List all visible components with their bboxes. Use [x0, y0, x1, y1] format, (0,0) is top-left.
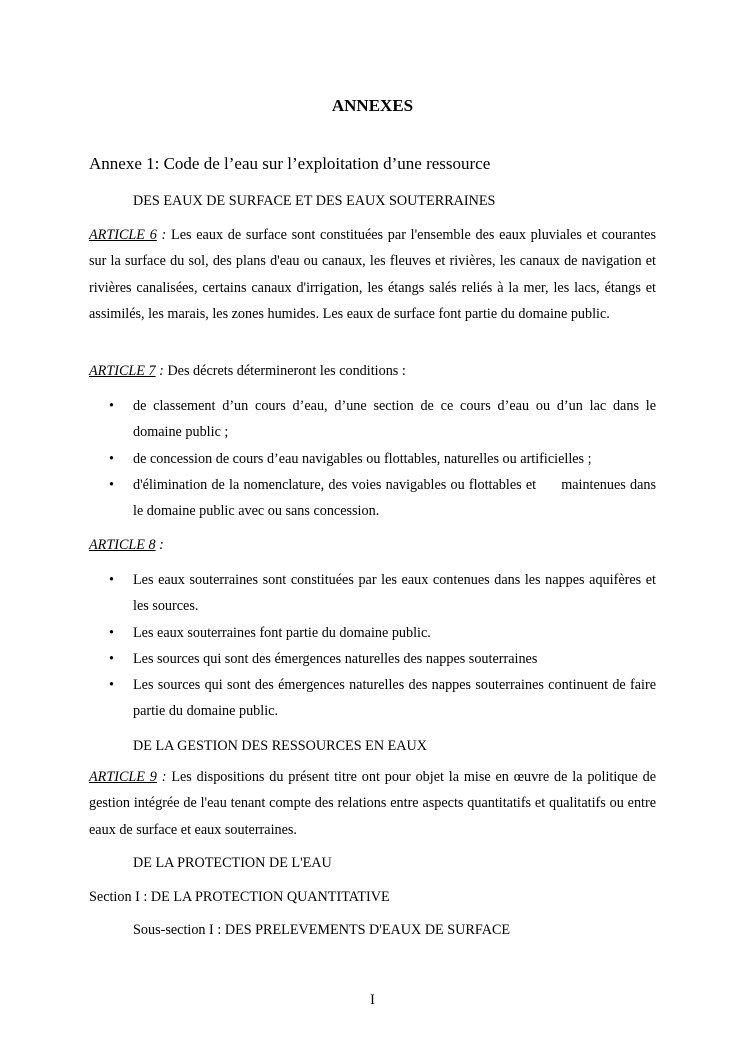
bullet-icon: • — [109, 450, 114, 467]
article-7-text: Des décrets détermineront les conditions : — [167, 363, 406, 379]
subheading-water-protection: DE LA PROTECTION DE L'EAU — [133, 855, 332, 871]
article-6-text: Les eaux de surface sont constituées par l'ensemble des eaux pluviales et courantes sur la surface du sol, des plans d'eau ou canaux, les fleuves et rivières, les canaux de navigation et rivières canalisées, certains canaux d'irrigation, les étangs salés reliés à la mer, les lacs, étangs et assimilés, les marais, les zones humides. Les eaux de surface font partie du domaine public. — [89, 227, 656, 322]
list-item: • Les eaux souterraines font partie du domaine public. — [89, 620, 656, 646]
list-item: • Les eaux souterraines sont constituées par les eaux contenues dans les nappes aquifères et les sources. — [89, 567, 656, 620]
bullet-icon: • — [109, 572, 114, 588]
bullet-icon: • — [109, 398, 114, 414]
annex-heading: Annexe 1: Code de l’eau sur l’exploitation d’une ressource — [89, 154, 491, 173]
page-number: I — [370, 992, 375, 1008]
list-item: • d'élimination de la nomenclature, des voies navigables ou flottables et maintenues dans le domaine public avec ou sans concession. — [89, 472, 656, 525]
article-8-list — [89, 567, 656, 725]
subheading-water-resources-management: DE LA GESTION DES RESSOURCES EN EAUX — [133, 738, 428, 754]
article-8-paragraph: ARTICLE 8 : — [89, 537, 164, 553]
article-6-label: ARTICLE 6 — [89, 227, 157, 243]
bullet-icon: • — [109, 624, 114, 641]
article-6-paragraph: ARTICLE 6 : Les eaux de surface sont constituées par l'ensemble des eaux pluviales et courantes sur la surface du sol, des plans d'eau ou canaux, les fleuves et rivières, les canaux de navigation et rivières canalisées, certains canaux d'irrigation, les étangs salés reliés à la mer, les lacs, étangs et assimilés, les marais, les zones humides. Les eaux de surface font partie du domaine public. — [89, 227, 656, 322]
list-item: • Les sources qui sont des émergences naturelles des nappes souterraines — [89, 646, 656, 672]
article-8-label: ARTICLE 8 — [89, 537, 156, 553]
bullet-icon: • — [109, 650, 114, 667]
section-heading: Section I : DE LA PROTECTION QUANTITATIVE — [89, 889, 390, 905]
page-title: ANNEXES — [331, 96, 414, 115]
article-9-paragraph: ARTICLE 9 : Les dispositions du présent titre ont pour objet la mise en œuvre de la politique de gestion intégrée de l'eau tenant compte des relations entre aspects quantitatifs et qualitatifs ou entre eaux de surface et eaux souterraines. — [89, 769, 656, 838]
subsection-heading: Sous-section I : DES PRELEVEMENTS D'EAUX DE SURFACE — [133, 922, 511, 938]
list-item: • Les sources qui sont des émergences naturelles des nappes souterraines continuent de faire partie du domaine public. — [89, 672, 656, 725]
bullet-icon: • — [109, 476, 114, 493]
article-7-label: ARTICLE 7 — [89, 363, 156, 379]
bullet-icon: • — [109, 677, 114, 694]
article-9-label: ARTICLE 9 — [89, 769, 157, 785]
subheading-surface-groundwater: DES EAUX DE SURFACE ET DES EAUX SOUTERRAINES — [133, 193, 496, 209]
list-item: • de classement d’un cours d’eau, d’une section de ce cours d’eau ou d’un lac dans le domaine public ; — [89, 393, 656, 446]
list-item: • de concession de cours d’eau navigables ou flottables, naturelles ou artificielles ; — [89, 446, 656, 472]
article-7-paragraph: ARTICLE 7 : Des décrets détermineront les conditions : — [89, 363, 406, 379]
document-page — [89, 0, 660, 1053]
article-7-list — [89, 393, 660, 524]
article-9-text: Les dispositions du présent titre ont pour objet la mise en œuvre de la politique de gestion intégrée de l'eau tenant compte des relations entre aspects quantitatifs et qualitatifs ou entre eaux de surface et eaux souterraines. — [89, 769, 656, 838]
